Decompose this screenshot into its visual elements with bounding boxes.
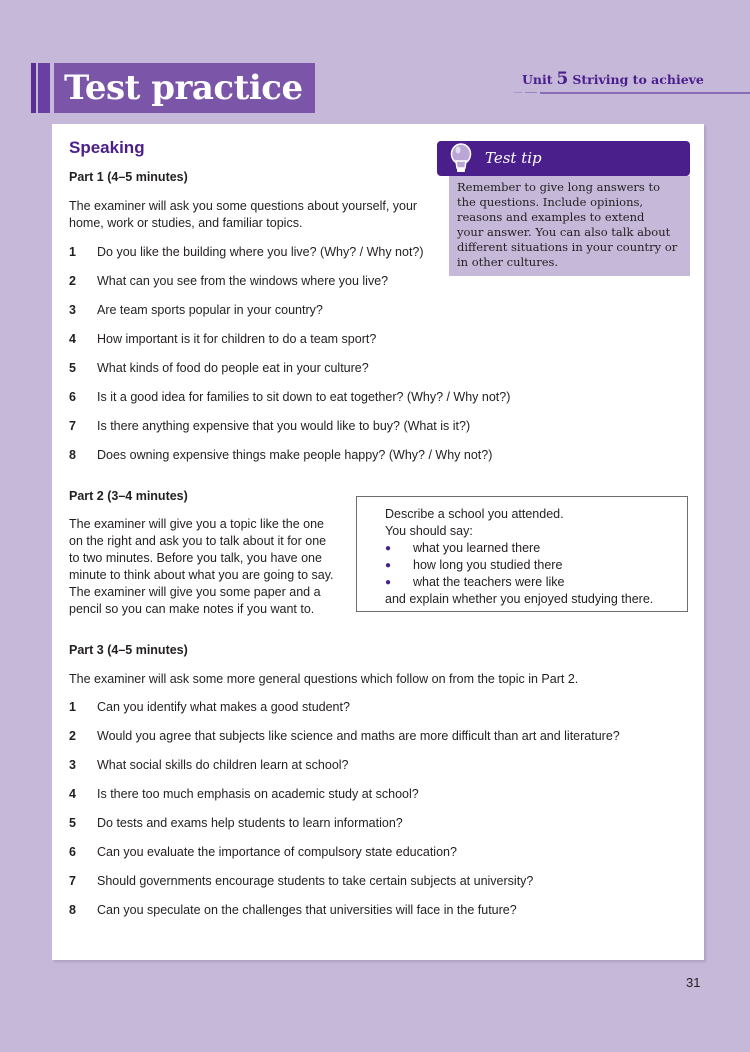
test-tip-title: Test tip <box>485 149 542 167</box>
unit-rule-dash <box>514 92 522 93</box>
question-text: How important is it for children to do a team sport? <box>97 332 377 346</box>
part1-question <box>69 303 323 317</box>
part1-question <box>69 332 376 346</box>
question-number: 2 <box>69 729 76 743</box>
question-number: 6 <box>69 390 76 404</box>
part3-intro: The examiner will ask some more general questions which follow on from the topic in Part 2. <box>69 672 579 686</box>
question-number: 4 <box>69 332 76 346</box>
cue-card-bullet <box>385 540 687 557</box>
question-number: 5 <box>69 361 76 375</box>
page-title-banner <box>31 63 315 113</box>
question-text: Is there too much emphasis on academic study at school? <box>97 787 419 801</box>
part2-intro-line: pencil so you can make notes if you want to. <box>69 602 315 616</box>
lightbulb-icon <box>449 143 473 180</box>
unit-number: 5 <box>556 69 569 89</box>
question-text: Can you speculate on the challenges that universities will face in the future? <box>97 903 517 917</box>
cue-card-bullet <box>385 574 687 591</box>
question-text: What social skills do children learn at school? <box>97 758 349 772</box>
part3-question <box>69 729 620 743</box>
test-tip-line: the questions. Include opinions, <box>457 195 644 209</box>
cue-card-bullet <box>385 557 687 574</box>
test-tip-line: in other cultures. <box>457 255 559 269</box>
title-stripe-decoration <box>38 63 50 113</box>
question-number: 5 <box>69 816 76 830</box>
cue-card-closing: and explain whether you enjoyed studying there. <box>385 592 654 606</box>
question-text: Does owning expensive things make people happy? (Why? / Why not?) <box>97 448 493 462</box>
question-number: 1 <box>69 700 76 714</box>
part3-question <box>69 816 403 830</box>
part1-question <box>69 448 492 462</box>
cue-card-line: Describe a school you attended. <box>385 507 564 521</box>
title-box <box>54 63 315 113</box>
part2-intro-line: The examiner will give you a topic like the one <box>69 517 324 531</box>
question-number: 4 <box>69 787 76 801</box>
cue-card-line: You should say: <box>385 524 473 538</box>
part2-heading: Part 2 (3–4 minutes) <box>69 489 188 503</box>
question-text: Do you like the building where you live? (Why? / Why not?) <box>97 245 424 259</box>
test-tip-line: Remember to give long answers to <box>457 180 661 194</box>
question-number: 7 <box>69 874 76 888</box>
part1-intro <box>69 198 417 232</box>
question-text: Would you agree that subjects like science and maths are more difficult than art and literature? <box>97 729 620 743</box>
page-title: Test practice <box>64 68 303 108</box>
part1-question <box>69 361 369 375</box>
question-number: 8 <box>69 903 76 917</box>
question-number: 2 <box>69 274 76 288</box>
part1-intro-line: The examiner will ask you some questions about yourself, your <box>69 199 418 213</box>
test-tip-line: different situations in your country or <box>457 240 678 254</box>
bullet-text: what you learned there <box>413 541 541 555</box>
bullet-icon: ● <box>385 560 392 571</box>
question-text: Should governments encourage students to take certain subjects at university? <box>97 874 534 888</box>
part1-question <box>69 245 424 259</box>
part2-intro-line: on the right and ask you to talk about it for one <box>69 534 327 548</box>
part2-intro-line: minute to think about what you are going to say. <box>69 568 334 582</box>
unit-word: Unit <box>522 72 553 87</box>
part3-question <box>69 874 533 888</box>
question-text: Is it a good idea for families to sit down to eat together? (Why? / Why not?) <box>97 390 511 404</box>
question-number: 8 <box>69 448 76 462</box>
question-text: Do tests and exams help students to learn information? <box>97 816 403 830</box>
part1-heading: Part 1 (4–5 minutes) <box>69 170 188 184</box>
part2-intro-line: The examiner will give you some paper and a <box>69 585 321 599</box>
question-text: What kinds of food do people eat in your culture? <box>97 361 369 375</box>
part1-question <box>69 419 470 433</box>
question-text: Is there anything expensive that you would like to buy? (What is it?) <box>97 419 471 433</box>
bullet-text: what the teachers were like <box>413 575 565 589</box>
test-tip-header <box>437 141 690 176</box>
question-number: 7 <box>69 419 76 433</box>
test-tip-box <box>437 141 690 276</box>
part3-question <box>69 903 517 917</box>
part2-intro-line: to two minutes. Before you talk, you have one <box>69 551 322 565</box>
question-number: 1 <box>69 245 76 259</box>
part2-intro <box>69 516 334 618</box>
question-number: 3 <box>69 303 76 317</box>
part1-intro-line: home, work or studies, and familiar topics. <box>69 216 303 230</box>
part3-question <box>69 845 457 859</box>
unit-rule-dash <box>525 92 537 93</box>
part3-heading: Part 3 (4–5 minutes) <box>69 643 188 657</box>
unit-title: Striving to achieve <box>572 72 704 87</box>
test-tip-line: reasons and examples to extend <box>457 210 645 224</box>
bullet-icon: ● <box>385 577 392 588</box>
bullet-icon: ● <box>385 543 392 554</box>
part3-question <box>69 787 419 801</box>
part1-question <box>69 390 510 404</box>
test-tip-line: your answer. You can also talk about <box>457 225 671 239</box>
content-panel <box>52 124 704 960</box>
cue-card <box>356 496 688 612</box>
page-number: 31 <box>686 975 701 990</box>
question-text: Can you evaluate the importance of compulsory state education? <box>97 845 457 859</box>
part1-question <box>69 274 388 288</box>
question-text: Can you identify what makes a good student? <box>97 700 350 714</box>
question-text: Are team sports popular in your country? <box>97 303 323 317</box>
unit-rule <box>540 92 750 94</box>
title-stripe-decoration <box>31 63 36 113</box>
part3-question <box>69 700 350 714</box>
bullet-text: how long you studied there <box>413 558 563 572</box>
question-number: 3 <box>69 758 76 772</box>
test-tip-body <box>449 176 690 276</box>
section-heading: Speaking <box>69 138 145 157</box>
part3-question <box>69 758 349 772</box>
unit-label <box>522 69 704 89</box>
question-text: What can you see from the windows where you live? <box>97 274 389 288</box>
question-number: 6 <box>69 845 76 859</box>
